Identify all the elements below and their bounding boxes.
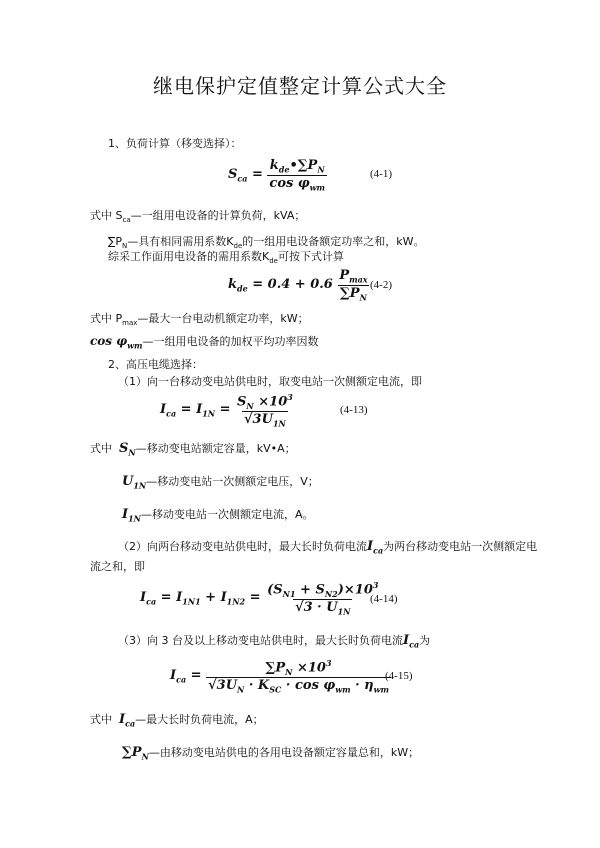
equation-number-4-2: (4-2) [370, 279, 392, 291]
where-s2-c: $I_{1N}—$移动变电站一次侧额定电流，A。 [122, 507, 314, 524]
page-title: 继电保护定值整定计算公式大全 [153, 74, 447, 98]
formula-4-1: $S_{ca}$ = $\frac{k_{de}•\sum P_N}{\cos \varphi_{wm}}$ [228, 158, 325, 193]
s1-note: 综采工作面用电设备的需用系数$K_{de}$可按下式计算 [108, 250, 344, 266]
where-s2-e: $\sum P_N—$由移动变电站供电的各用电设备额定容量总和，kW； [122, 745, 420, 762]
where-s2-b: $U_{1N}—$移动变电站一次侧额定电压，V； [122, 474, 319, 491]
s2-paragraph-3: （3）向 3 台及以上移动变电站供电时，最大长时负荷电流$I_{ca}$为 [118, 633, 431, 650]
where-s1-b: $\sum P_N—$具有相同需用系数$K_{de}$的一组用电设备额定功率之和，kW。 [108, 235, 425, 251]
formula-4-13: $I_{ca} = I_{1N}$ = $\frac{S_N \times 10^3}{√3U_{1N}}$ [160, 392, 293, 429]
equation-number-4-1: (4-1) [370, 168, 392, 180]
where-s2-d: 式中 $I_{ca}—$最大长时负荷电流，A； [90, 712, 264, 729]
equation-number-4-15: (4-15) [385, 670, 413, 682]
s2-paragraph-2: （2）向两台移动变电站供电时，最大长时负荷电流$I_{ca}$为两台移动变电站一次侧额定电 [118, 539, 538, 556]
section-1-heading: 1、负荷计算（移变选择）： [108, 137, 242, 150]
formula-4-15: $I_{ca}$ = $\frac{\sum P_N \times 10^3}{√3U_N \cdot K_{SC} \cdot \cos \varphi_{wm} \cdot \eta_{wm}}$ [170, 658, 389, 695]
equation-number-4-13: (4-13) [340, 404, 368, 416]
where-s1-d: $\cos \varphi_{wm}—$一组用电设备的加权平均功率因数 [90, 334, 319, 351]
formula-4-2: $k_{de} = 0.4 + 0.6$ $\frac{P_{max}}{\sum P_N}$ [228, 268, 368, 303]
s2-paragraph-1: （1）向一台移动变电站供电时，取变电站一次侧额定电流，即 [118, 375, 422, 388]
s2-paragraph-2-cont: 流之和，即 [90, 560, 145, 573]
where-s2-a: 式中 $S_N—$移动变电站额定容量，kV•A； [90, 441, 296, 458]
formula-4-14: $I_{ca} = I_{1N1} + I_{1N2}$ = $\frac{(S_{N1} + S_{N2})\times 10^3}{√3 \cdot U_{1N}}$ [140, 580, 379, 617]
where-s1-c: 式中 $P_{max}—$最大一台电动机额定功率，kW； [90, 312, 309, 328]
where-s1-a: 式中 $S_{ca}—$一组用电设备的计算负荷，kVA； [90, 209, 306, 225]
equation-number-4-14: (4-14) [370, 593, 398, 605]
section-2-heading: 2、高压电缆选择： [108, 358, 203, 371]
